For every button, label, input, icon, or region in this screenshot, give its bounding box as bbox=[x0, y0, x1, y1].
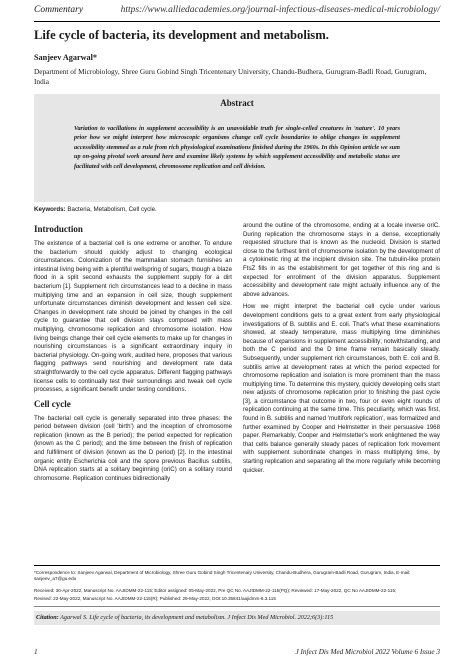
keywords-text: Bacteria, Metabolism, Cell cycle. bbox=[67, 206, 157, 213]
page-number: 1 bbox=[34, 648, 38, 656]
nucleoid-paragraph: around the outline of the chromosome, ending at a locale inverse oriC. During replication the chromosome stays in a dense, exceptionally requested structure that is known as the nucleoid. Division is started close to the furthest limit of chromosome isolation by the development of a cytokinetic ring at the incipient division site. The tubulin-like protein FtsZ fills in as the establishment for get together of this ring and is expected for enrollment of the division apparatus. Supplement accessibility and development rate might actually influence any of the above advances. bbox=[243, 222, 440, 298]
citation-box bbox=[34, 611, 440, 625]
keywords bbox=[34, 206, 157, 213]
introduction-paragraph: The existence of a bacterial cell is one extreme or another. To endure the bacterium should quickly adjust to changing ecological circumstances. Colonization of the mammalian stomach furnishes an intestinal living being with a plentiful wellspring of sugars, though a blaze flood in a split second exhausts the supplement supply for a dirt bacterium [1]. Supplement rich circumstances lead to a decline in mass multiplying time and an expansion in cell size, though supplement unfortunate circumstances diminish development and lessen cell size. Changes in development rate should be joined by changes in the cell cycle to guarantee that cell division stays composed with mass multiplying, chromosome replication and chromosome isolation. How living beings change their cell cycle elements to make up for changes in nourishing circumstances is a significant extraordinary inquiry in bacterial physiology. On-going work, audited here, proposes that various flagging pathways send nourishing and development rate data straightforwardly to the cell cycle apparatus. Different flagging pathways license cells to continually test their surroundings and tweak cell cycle processes, a significant benefit under testing conditions. bbox=[34, 240, 232, 394]
page-footer bbox=[34, 648, 440, 660]
footnote-rule bbox=[34, 565, 440, 566]
running-header bbox=[34, 5, 440, 19]
left-column bbox=[34, 222, 232, 487]
abstract-box bbox=[34, 94, 440, 202]
right-column bbox=[243, 222, 440, 479]
introduction-heading: Introduction bbox=[34, 224, 83, 234]
multifork-paragraph: How we might interpret the bacterial cell cycle under various development conditions gets to a great extent from early physiological investigations of B. subtilis and E. coli. That's what these examinations showed, at steady temperature, mass multiplying time diminishes because of expansions in supplement accessibility; notwithstanding, and both the C period and the D time frame remain basically steady. Subsequently, under supplement rich circumstances, both E. coli and B. subtilis arrive at development rates at which the period expected for chromosome replication and isolation is more prominent than the mass multiplying time. To determine this mystery, quickly developing cells start new adjusts of chromosome replication prior to finishing the past cycle [3], a circumstance that outcome in two, four or even eight rounds of replication continuing at the same time. This peculiarity, which was first, found in B. subtilis and named 'multifork replication', was formalized and further examined by Cooper and Helmstetter in their persuasive 1968 paper. Remarkably, Cooper and Helmstetter's work enlightened the way that cells balance generally steady paces of replication fork movement with supplement subordinate changes in mass multiplying time, by starting replication and separating all the more regularly while becoming quicker. bbox=[243, 303, 440, 474]
article-title: Life cycle of bacteria, its development and metabolism. bbox=[34, 28, 329, 42]
journal-issue: J Infect Dis Med Microbiol 2022 Volume 6 Issue 3 bbox=[295, 648, 440, 656]
citation-label: Citation: bbox=[36, 614, 59, 621]
cell-cycle-paragraph: The bacterial cell cycle is generally separated into three phases: the period between division (cell 'birth') and the inception of chromosome replication (known as the B period); the period expected for replication (known as the C period); and the time between the finish of replication and fulfillment of division (known as the D period) [2]. In the intestinal organic entity Escherichia coli and the spore previous Bacillus subtilis, DNA replication starts at a solitary beginning (oriC) on a solitary round chromosome. Replication continues bidirectionally bbox=[34, 414, 232, 482]
journal-url[interactable]: https://www.alliedacademies.org/journal-infectious-diseases-medical-microbiology/ bbox=[120, 5, 440, 15]
citation-text: Agarwal S. Life cycle of bacteria, its development and metabolism. J Infect Dis Med Microbiol. 2022;6(3):115 bbox=[60, 614, 334, 621]
section-label: Commentary bbox=[34, 5, 84, 15]
abstract-text: Variation to vacillations in supplement accessibility is an unavoidable truth for single-celled creatures in 'nature'. 10 years prior how we might interpret how microscopic organisms change cell cycle boundaries to oblige changes in supplement accessibility stemmed as a rule from rich physiological examinations finished during the 1960s. In this Opinion article we sum up on-going pivotal work around here and examine likely systems by which supplement accessibility and metabolic status are facilitated with cell development, chromosome replication and cell division. bbox=[74, 125, 400, 170]
received-dates: Received: 30-Apr-2022, Manuscript No. AAJIDMM-22-115; Editor assigned: 05-May-2022, Pre QC No. AAJIDMM-22-115(PQ); Reviewed: 17-May-2022, QC No AAJIDMM-22-115; bbox=[34, 588, 397, 593]
citation-rule bbox=[34, 606, 440, 607]
keywords-label: Keywords: bbox=[34, 206, 66, 213]
abstract-heading: Abstract bbox=[220, 98, 254, 108]
author-affiliation: Department of Microbiology, Shree Guru Gobind Singh Tricentenary University, Chandu-Budhera, Gurugram-Badli Road, Gurugram, India bbox=[34, 67, 427, 86]
citation bbox=[36, 614, 438, 621]
header-rule bbox=[34, 21, 440, 22]
author-name: Sanjeev Agarwal* bbox=[34, 53, 97, 62]
cell-cycle-heading: Cell cycle bbox=[34, 398, 71, 409]
correspondence-note: *Correspondence to: Sanjeev Agarwal, Department of Microbiology, Shree Guru Gobind Singh Tricentenary University, Chandu-Budhera, Gurugram-Badli Road, Gurugram, India, E-mail: sanjeev_a7@gu.edu bbox=[34, 570, 411, 581]
revised-dates: Revised: 22-May-2022, Manuscript No. AAJIDMM-22-115(R); Published: 29-May-2022, DOI:10.35841/aajidmm-6.3.115 bbox=[34, 596, 276, 601]
